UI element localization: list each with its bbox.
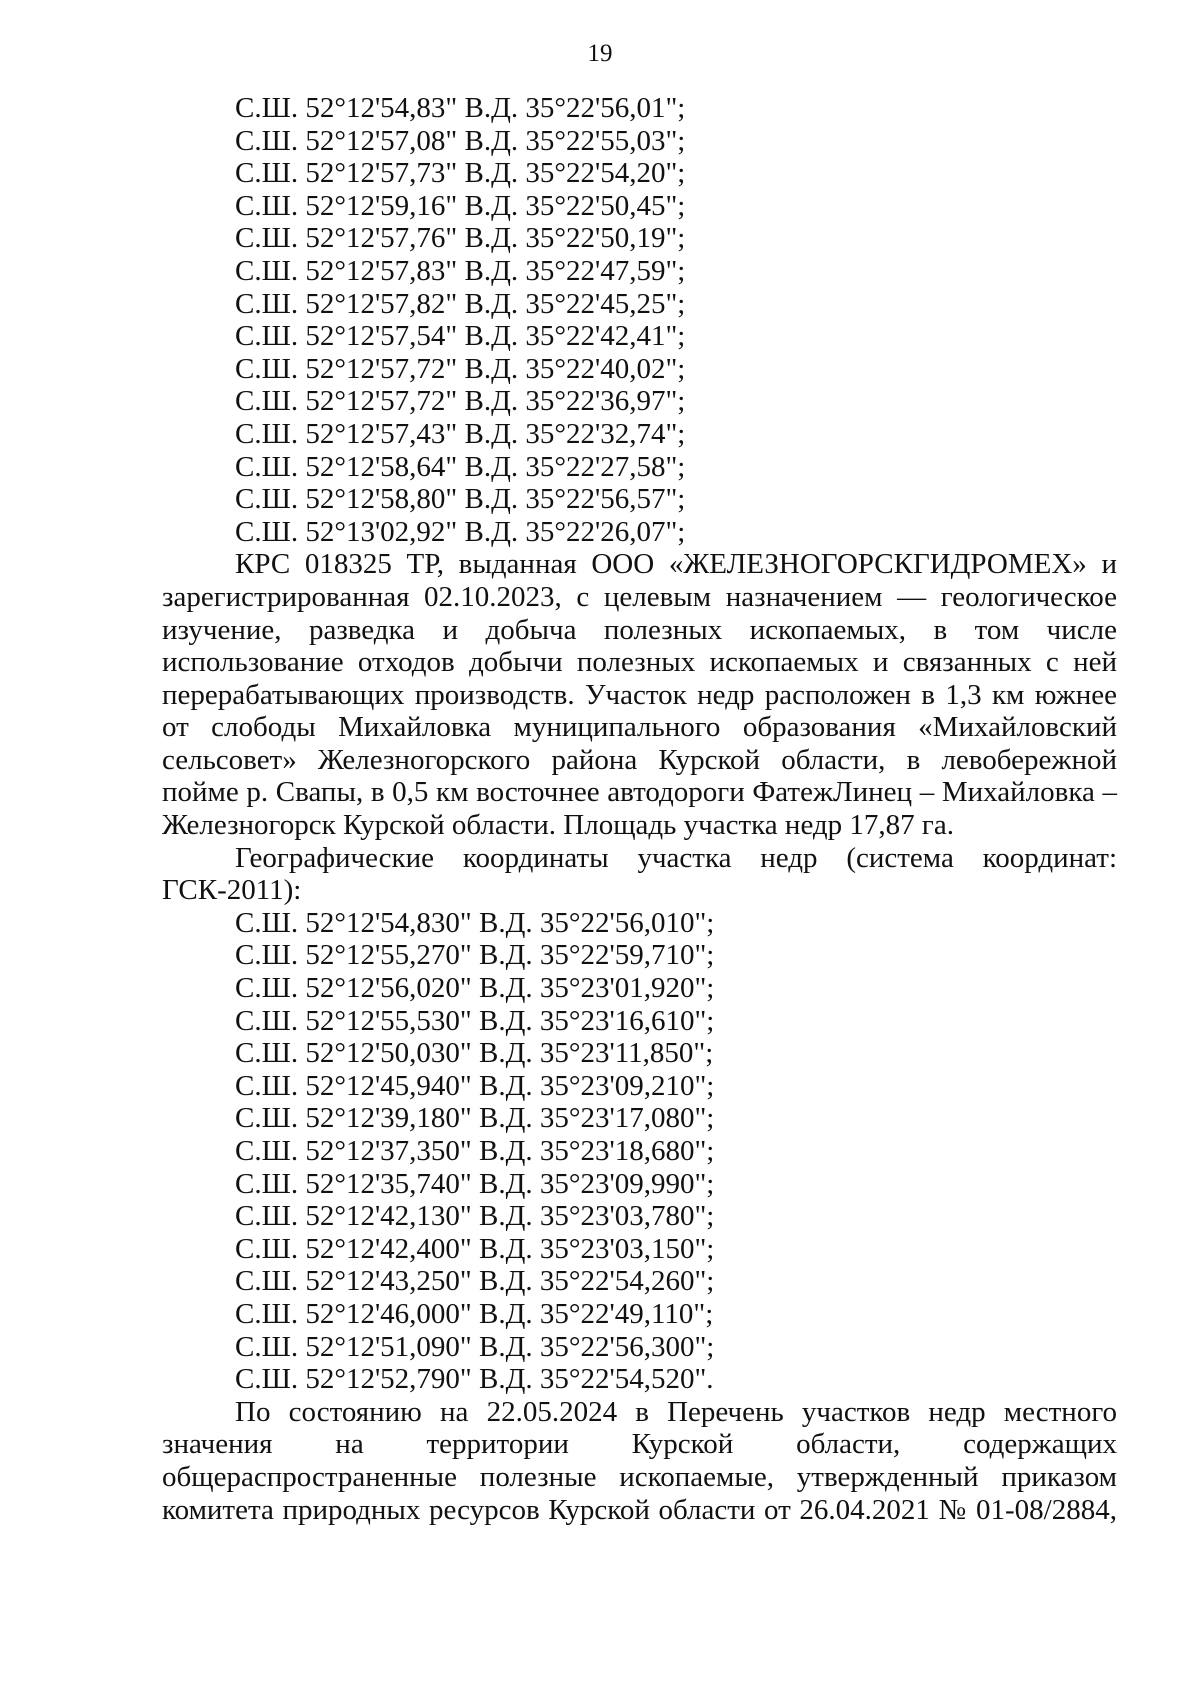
coord-line: С.Ш. 52°12'57,54" В.Д. 35°22'42,41";: [235, 320, 686, 353]
page-number: 19: [587, 40, 613, 67]
coord-line: С.Ш. 52°12'57,43" В.Д. 35°22'32,74";: [235, 417, 686, 450]
coord-line: С.Ш. 52°12'35,740" В.Д. 35°23'09,990";: [235, 1167, 715, 1200]
coord-line: С.Ш. 52°12'50,030" В.Д. 35°23'11,850";: [235, 1037, 714, 1070]
coords-list-2: [162, 907, 1117, 1396]
coord-line: С.Ш. 52°13'02,92" В.Д. 35°22'26,07";: [235, 515, 686, 548]
paragraph-geo-coordinates: Географические координаты участка недр (система координат: ГСК-2011):: [162, 841, 1117, 907]
coord-line: С.Ш. 52°12'52,790" В.Д. 35°22'54,520".: [235, 1363, 714, 1396]
paragraph-status: По состоянию на 22.05.2024 в Перечень участков недр местного значения на территории Курской области, содержащих общераспространенные полезные ископаемые, утвержденный приказом комитета природных ресурсов Курской области от 26.04.2021 № 01-08/2884,: [162, 1395, 1117, 1526]
coord-line: С.Ш. 52°12'57,72" В.Д. 35°22'36,97";: [235, 385, 686, 418]
coords-list-1: [162, 92, 1117, 548]
coord-line: С.Ш. 52°12'37,350" В.Д. 35°23'18,680";: [235, 1135, 715, 1167]
coord-line: С.Ш. 52°12'55,530" В.Д. 35°23'16,610";: [235, 1004, 715, 1037]
coord-line: С.Ш. 52°12'42,130" В.Д. 35°23'03,780";: [235, 1200, 715, 1233]
coord-line: С.Ш. 52°12'54,83" В.Д. 35°22'56,01";: [235, 92, 686, 124]
coord-line: С.Ш. 52°12'51,090" В.Д. 35°22'56,300";: [235, 1330, 715, 1363]
coord-line: С.Ш. 52°12'57,08" В.Д. 35°22'55,03";: [235, 124, 686, 157]
coord-line: С.Ш. 52°12'57,72" В.Д. 35°22'40,02";: [235, 352, 686, 385]
coord-line: С.Ш. 52°12'57,73" В.Д. 35°22'54,20";: [235, 157, 686, 190]
coord-line: С.Ш. 52°12'55,270" В.Д. 35°22'59,710";: [235, 939, 715, 972]
document-body: [162, 92, 1117, 1526]
coord-line: С.Ш. 52°12'59,16" В.Д. 35°22'50,45";: [235, 189, 686, 222]
coord-line: С.Ш. 52°12'57,83" В.Д. 35°22'47,59";: [235, 254, 686, 287]
coord-line: С.Ш. 52°12'54,830" В.Д. 35°22'56,010";: [235, 906, 715, 939]
coord-line: С.Ш. 52°12'57,76" В.Д. 35°22'50,19";: [235, 222, 686, 255]
coord-line: С.Ш. 52°12'58,80" В.Д. 35°22'56,57";: [235, 483, 686, 516]
paragraph-krs: КРС 018325 ТР, выданная ООО «ЖЕЛЕЗНОГОРСКГИДРОМЕХ» и зарегистрированная 02.10.2023, с целевым назначением — геологическое изучение, разведка и добыча полезных ископаемых, в том числе использование отходов добычи полезных ископаемых и связанных с ней перерабатывающих производств. Участок недр расположен в 1,3 км южнее от слободы Михайловка муниципального образования «Михайловский сельсовет» Железногорского района Курской области, в левобережной пойме р. Свапы, в 0,5 км восточнее автодороги ФатежЛинец – Михайловка – Железногорск Курской области. Площадь участка недр 17,87 га.: [162, 548, 1117, 842]
coord-line: С.Ш. 52°12'45,940" В.Д. 35°23'09,210";: [235, 1069, 715, 1102]
coord-line: С.Ш. 52°12'56,020" В.Д. 35°23'01,920";: [235, 972, 715, 1005]
coord-line: С.Ш. 52°12'46,000" В.Д. 35°22'49,110";: [235, 1297, 714, 1330]
coord-line: С.Ш. 52°12'57,82" В.Д. 35°22'45,25";: [235, 287, 686, 320]
coord-line: С.Ш. 52°12'39,180" В.Д. 35°23'17,080";: [235, 1102, 715, 1135]
coord-line: С.Ш. 52°12'42,400" В.Д. 35°23'03,150";: [235, 1232, 715, 1265]
coord-line: С.Ш. 52°12'58,64" В.Д. 35°22'27,58";: [235, 450, 686, 483]
coord-line: С.Ш. 52°12'43,250" В.Д. 35°22'54,260";: [235, 1265, 715, 1298]
